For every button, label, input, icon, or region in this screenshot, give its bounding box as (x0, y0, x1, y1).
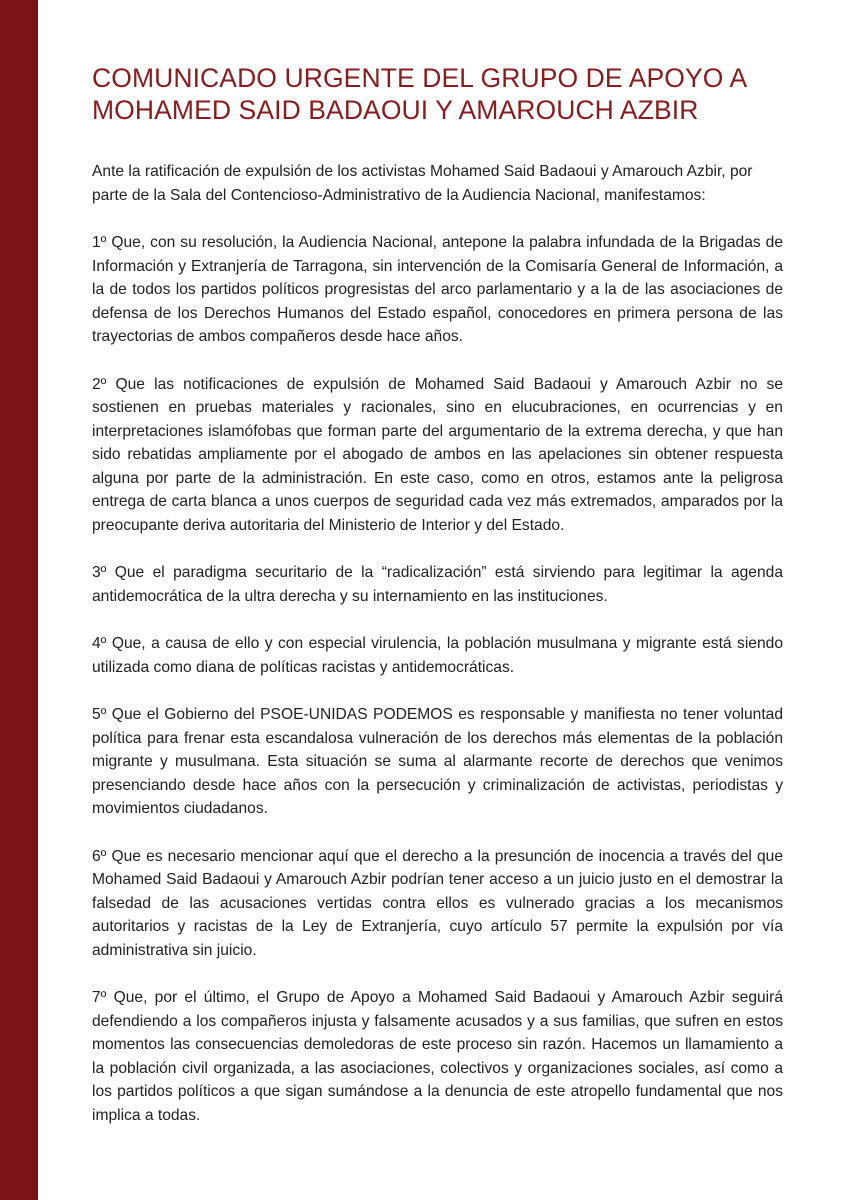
point-2-paragraph: 2º Que las notificaciones de expulsión de Mohamed Said Badaoui y Amarouch Azbir no se sostienen en pruebas materiales y racionales, sino en elucubraciones, en ocurrencias y en interpretaciones islamófobas que forman parte del argumentario de la extrema derecha, y que han sido rebatidas ampliamente por el abogado de ambos en las apelaciones sin obtener respuesta alguna por parte de la administración. En este caso, como en otros, estamos ante la peligrosa entrega de carta blanca a unos cuerpos de seguridad cada vez más extremados, amparados por la preocupante deriva autoritaria del Ministerio de Interior y del Estado. (92, 375, 783, 534)
document-body (92, 160, 783, 1127)
point-4-paragraph: 4º Que, a causa de ello y con especial virulencia, la población musulmana y migrante está siendo utilizada como diana de políticas racistas y antidemocráticas. (92, 635, 783, 676)
document-title: COMUNICADO URGENTE DEL GRUPO DE APOYO A MOHAMED SAID BADAOUI Y AMAROUCH AZBIR (92, 63, 746, 125)
point-1-paragraph: 1º Que, con su resolución, la Audiencia Nacional, antepone la palabra infundada de la Brigadas de Información y Extranjería de Tarragona, sin intervención de la Comisaría General de Información, a la de todos los partidos políticos progresistas del arco parlamentario y a la de las asociaciones de defensa de los Derechos Humanos del Estado español, conocedores en primera persona de las trayectorias de ambos compañeros desde hace años. (92, 234, 783, 345)
document-page (92, 62, 783, 1151)
point-6-paragraph: 6º Que es necesario mencionar aquí que el derecho a la presunción de inocencia a través del que Mohamed Said Badaoui y Amarouch Azbir podrían tener acceso a un juicio justo en el demostrar la falsedad de las acusaciones vertidas contra ellos es vulnerado gracias a los mecanismos autoritarios y racistas de la Ley de Extranjería, cuyo artículo 57 permite la expulsión por vía administrativa sin juicio. (92, 847, 783, 959)
decorative-side-bar (0, 0, 38, 1200)
point-3-paragraph: 3º Que el paradigma securitario de la “radicalización” está sirviendo para legitimar la agenda antidemocrática de la ultra derecha y su internamiento en las instituciones. (92, 564, 783, 605)
point-5-paragraph: 5º Que el Gobierno del PSOE-UNIDAS PODEMOS es responsable y manifiesta no tener voluntad política para frenar esta escandalosa vulneración de los derechos más elementas de la población migrante y musulmana. Esta situación se suma al alarmante recorte de derechos que venimos presenciando desde hace años con la persecución y criminalización de activistas, periodistas y movimientos ciudadanos. (92, 706, 783, 817)
point-7-paragraph: 7º Que, por el último, el Grupo de Apoyo a Mohamed Said Badaoui y Amarouch Azbir seguirá defendiendo a los compañeros injusta y falsamente acusados y a sus familias, que sufren en estos momentos las consecuencias demoledoras de este proceso sin razón. Hacemos un llamamiento a la población civil organizada, a las asociaciones, colectivos y organizaciones sociales, así como a los partidos políticos a que sigan sumándose a la denuncia de este atropello fundamental que nos implica a todas. (92, 989, 783, 1124)
intro-paragraph: Ante la ratificación de expulsión de los activistas Mohamed Said Badaoui y Amarouch Azbir, por parte de la Sala del Contencioso-Administrativo de la Audiencia Nacional, manifestamos: (92, 163, 753, 204)
